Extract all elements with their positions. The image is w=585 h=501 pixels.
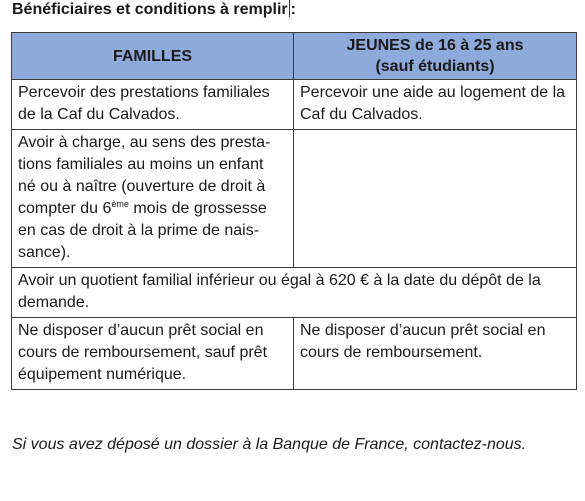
heading-text: Bénéficiaires et conditions à remplir: [12, 1, 288, 18]
cell-familles-pret: Ne disposer d’aucun prêt social en cours de remboursement, sauf prêt équipement numérique.: [12, 318, 294, 390]
footnote-banque-de-france: Si vous avez déposé un dossier à la Banque de France, contactez-nous.: [12, 436, 527, 453]
heading-colon: :: [290, 1, 296, 18]
table-row: [12, 130, 577, 268]
text-cursor: [289, 0, 290, 17]
cell-quotient-familial: Avoir un quotient familial inférieur ou égal à 620 € à la date du dépôt de la demande.: [12, 268, 577, 318]
cell-jeunes-logement: Percevoir une aide au logement de la Caf du Calvados.: [294, 80, 577, 130]
header-jeunes: [294, 33, 577, 80]
table-header-row: [12, 33, 577, 80]
table-row: [12, 80, 577, 130]
table-row: [12, 268, 577, 318]
header-familles: FAMILLES: [12, 33, 294, 80]
header-jeunes-line2: (sauf étudiants): [375, 58, 495, 75]
cell-familles-enfant: Avoir à charge, au sens des presta- tions familiales au moins un enfant né ou à naître (ouverture de droit à compter du 6ème mois de grossesse en cas de droit à la prime de nais- sance).: [12, 130, 294, 268]
cell-familles-prestations: Percevoir des prestations familiales de la Caf du Calvados.: [12, 80, 294, 130]
header-jeunes-line1: JEUNES de 16 à 25 ans: [346, 37, 524, 54]
cell-jeunes-empty: [294, 130, 577, 268]
table-row: [12, 318, 577, 390]
conditions-table: [11, 32, 577, 390]
cell-jeunes-pret: Ne disposer d’aucun prêt social en cours de remboursement.: [294, 318, 577, 390]
section-heading: [12, 0, 296, 20]
